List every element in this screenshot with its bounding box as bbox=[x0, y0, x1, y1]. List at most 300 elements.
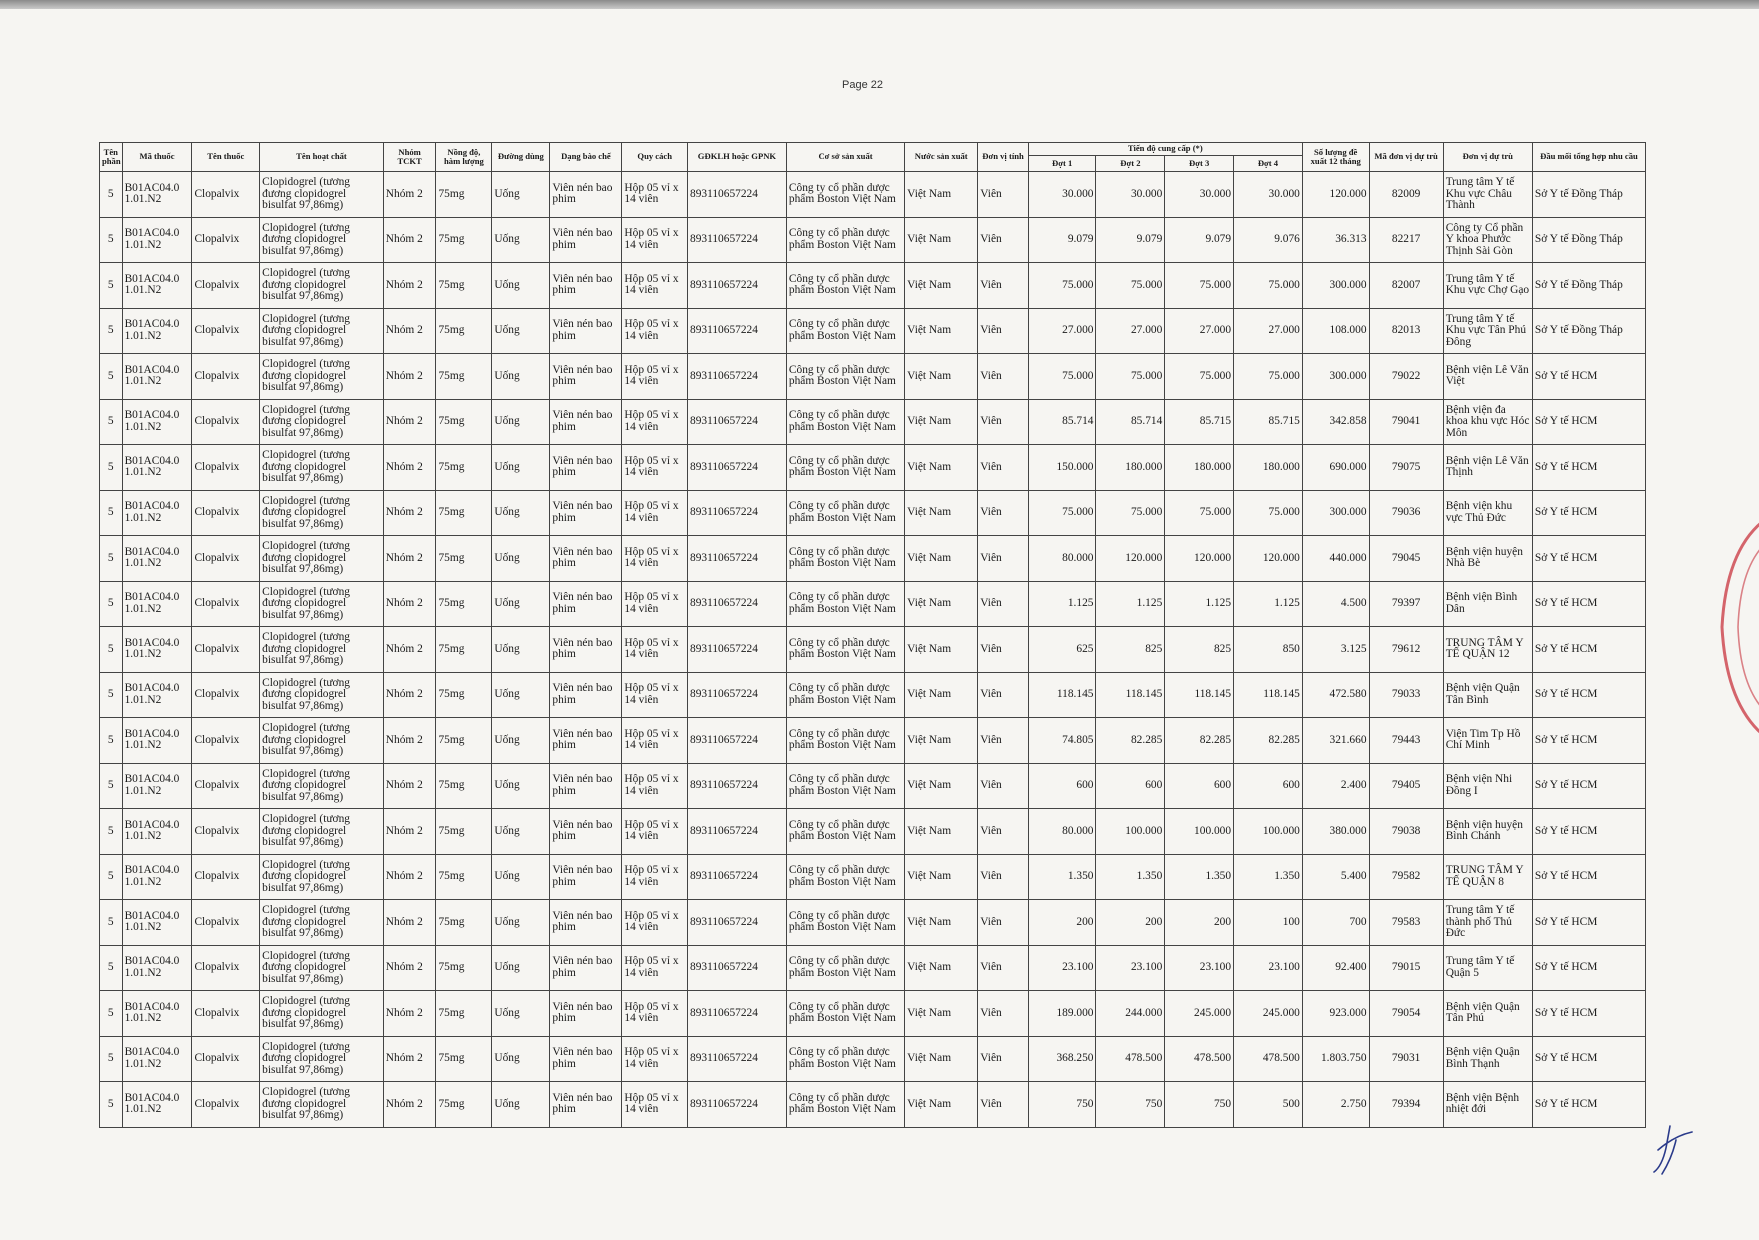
cell-quy-cach: Hộp 05 vỉ x 14 viên bbox=[622, 536, 688, 582]
cell-dot-2: 30.000 bbox=[1096, 172, 1165, 218]
cell-ten-thuoc: Clopalvix bbox=[192, 854, 260, 900]
cell-quy-cach: Hộp 05 vỉ x 14 viên bbox=[622, 900, 688, 946]
cell-quy-cach: Hộp 05 vỉ x 14 viên bbox=[622, 945, 688, 991]
cell-dot-2: 82.285 bbox=[1096, 718, 1165, 764]
cell-phan: 5 bbox=[100, 718, 123, 764]
cell-dot-2: 75.000 bbox=[1096, 490, 1165, 536]
cell-hoat-chat: Clopidogrel (tương đương clopidogrel bisulfat 97,86mg) bbox=[260, 809, 384, 855]
cell-gdk: 893110657224 bbox=[688, 900, 787, 946]
cell-dot-3: 100.000 bbox=[1165, 809, 1234, 855]
cell-co-so: Công ty cổ phần dược phẩm Boston Việt Nam bbox=[786, 900, 904, 946]
cell-don-vi: Viên bbox=[978, 763, 1029, 809]
cell-dang-bao-che: Viên nén bao phim bbox=[550, 308, 622, 354]
header-nhom: Nhóm TCKT bbox=[383, 143, 436, 172]
cell-ten-thuoc: Clopalvix bbox=[192, 217, 260, 263]
cell-nuoc: Việt Nam bbox=[905, 991, 978, 1037]
cell-so-luong: 300.000 bbox=[1302, 354, 1369, 400]
cell-dot-2: 75.000 bbox=[1096, 263, 1165, 309]
cell-dot-4: 118.145 bbox=[1234, 672, 1303, 718]
cell-nuoc: Việt Nam bbox=[905, 809, 978, 855]
cell-phan: 5 bbox=[100, 900, 123, 946]
cell-so-luong: 300.000 bbox=[1302, 490, 1369, 536]
table-row bbox=[100, 581, 1646, 627]
cell-dang-bao-che: Viên nén bao phim bbox=[550, 217, 622, 263]
cell-quy-cach: Hộp 05 vỉ x 14 viên bbox=[622, 399, 688, 445]
cell-nhom: Nhóm 2 bbox=[383, 945, 436, 991]
cell-don-vi: Viên bbox=[978, 263, 1029, 309]
cell-dau-moi: Sở Y tế Đồng Tháp bbox=[1532, 308, 1645, 354]
cell-dau-moi: Sở Y tế HCM bbox=[1532, 672, 1645, 718]
cell-phan: 5 bbox=[100, 172, 123, 218]
cell-nhom: Nhóm 2 bbox=[383, 172, 436, 218]
cell-ma-thuoc: B01AC04.0 1.01.N2 bbox=[122, 172, 192, 218]
cell-don-vi: Viên bbox=[978, 399, 1029, 445]
cell-dang-bao-che: Viên nén bao phim bbox=[550, 945, 622, 991]
cell-dot-1: 200 bbox=[1028, 900, 1096, 946]
cell-dang-bao-che: Viên nén bao phim bbox=[550, 627, 622, 673]
cell-dot-3: 245.000 bbox=[1165, 991, 1234, 1037]
cell-nhom: Nhóm 2 bbox=[383, 1036, 436, 1082]
cell-hoat-chat: Clopidogrel (tương đương clopidogrel bisulfat 97,86mg) bbox=[260, 763, 384, 809]
cell-nong-do: 75mg bbox=[436, 172, 492, 218]
cell-don-vi-du-tru: Công ty Cổ phần Y khoa Phước Thịnh Sài Gòn bbox=[1443, 217, 1532, 263]
cell-ma-thuoc: B01AC04.0 1.01.N2 bbox=[122, 809, 192, 855]
cell-dot-4: 9.076 bbox=[1234, 217, 1303, 263]
cell-don-vi: Viên bbox=[978, 718, 1029, 764]
cell-dot-2: 1.350 bbox=[1096, 854, 1165, 900]
cell-dot-1: 9.079 bbox=[1028, 217, 1096, 263]
cell-don-vi: Viên bbox=[978, 809, 1029, 855]
header-dot-2: Đợt 2 bbox=[1096, 156, 1165, 172]
cell-dang-bao-che: Viên nén bao phim bbox=[550, 490, 622, 536]
cell-gdk: 893110657224 bbox=[688, 1036, 787, 1082]
cell-dot-1: 80.000 bbox=[1028, 536, 1096, 582]
cell-dot-1: 85.714 bbox=[1028, 399, 1096, 445]
table-row bbox=[100, 945, 1646, 991]
cell-duong-dung: Uống bbox=[492, 900, 550, 946]
cell-don-vi-du-tru: Trung tâm Y tế thành phố Thủ Đức bbox=[1443, 900, 1532, 946]
cell-don-vi: Viên bbox=[978, 991, 1029, 1037]
cell-nong-do: 75mg bbox=[436, 763, 492, 809]
cell-dot-3: 85.715 bbox=[1165, 399, 1234, 445]
cell-don-vi-du-tru: Bệnh viện Bệnh nhiệt đới bbox=[1443, 1082, 1532, 1128]
cell-duong-dung: Uống bbox=[492, 854, 550, 900]
table-row bbox=[100, 900, 1646, 946]
table-row bbox=[100, 763, 1646, 809]
cell-nhom: Nhóm 2 bbox=[383, 399, 436, 445]
cell-ma-don-vi: 79015 bbox=[1369, 945, 1443, 991]
cell-duong-dung: Uống bbox=[492, 536, 550, 582]
cell-duong-dung: Uống bbox=[492, 354, 550, 400]
cell-dau-moi: Sở Y tế Đồng Tháp bbox=[1532, 263, 1645, 309]
cell-dot-2: 23.100 bbox=[1096, 945, 1165, 991]
cell-dau-moi: Sở Y tế Đồng Tháp bbox=[1532, 172, 1645, 218]
cell-so-luong: 92.400 bbox=[1302, 945, 1369, 991]
cell-gdk: 893110657224 bbox=[688, 718, 787, 764]
cell-nhom: Nhóm 2 bbox=[383, 809, 436, 855]
cell-ma-thuoc: B01AC04.0 1.01.N2 bbox=[122, 399, 192, 445]
cell-dau-moi: Sở Y tế HCM bbox=[1532, 1082, 1645, 1128]
cell-don-vi: Viên bbox=[978, 217, 1029, 263]
cell-dot-1: 23.100 bbox=[1028, 945, 1096, 991]
cell-ten-thuoc: Clopalvix bbox=[192, 718, 260, 764]
cell-ma-thuoc: B01AC04.0 1.01.N2 bbox=[122, 854, 192, 900]
cell-dot-2: 9.079 bbox=[1096, 217, 1165, 263]
table-row bbox=[100, 1082, 1646, 1128]
cell-ma-thuoc: B01AC04.0 1.01.N2 bbox=[122, 490, 192, 536]
table-row bbox=[100, 1036, 1646, 1082]
cell-ma-don-vi: 79397 bbox=[1369, 581, 1443, 627]
cell-duong-dung: Uống bbox=[492, 991, 550, 1037]
table-row bbox=[100, 445, 1646, 491]
cell-dot-1: 75.000 bbox=[1028, 354, 1096, 400]
cell-nong-do: 75mg bbox=[436, 672, 492, 718]
cell-nuoc: Việt Nam bbox=[905, 399, 978, 445]
cell-nhom: Nhóm 2 bbox=[383, 581, 436, 627]
cell-nuoc: Việt Nam bbox=[905, 308, 978, 354]
cell-don-vi: Viên bbox=[978, 354, 1029, 400]
cell-ma-don-vi: 79022 bbox=[1369, 354, 1443, 400]
cell-don-vi-du-tru: Bệnh viện Nhi Đồng I bbox=[1443, 763, 1532, 809]
cell-dau-moi: Sở Y tế HCM bbox=[1532, 399, 1645, 445]
cell-phan: 5 bbox=[100, 536, 123, 582]
cell-quy-cach: Hộp 05 vỉ x 14 viên bbox=[622, 627, 688, 673]
cell-co-so: Công ty cổ phần dược phẩm Boston Việt Nam bbox=[786, 581, 904, 627]
cell-so-luong: 440.000 bbox=[1302, 536, 1369, 582]
header-ten-thuoc: Tên thuốc bbox=[192, 143, 260, 172]
header-hoat-chat: Tên hoạt chất bbox=[260, 143, 384, 172]
cell-don-vi-du-tru: Bệnh viện Quận Tân Phú bbox=[1443, 991, 1532, 1037]
cell-don-vi: Viên bbox=[978, 672, 1029, 718]
cell-dot-3: 30.000 bbox=[1165, 172, 1234, 218]
cell-dang-bao-che: Viên nén bao phim bbox=[550, 854, 622, 900]
cell-gdk: 893110657224 bbox=[688, 308, 787, 354]
cell-phan: 5 bbox=[100, 672, 123, 718]
table-row bbox=[100, 718, 1646, 764]
cell-quy-cach: Hộp 05 vỉ x 14 viên bbox=[622, 445, 688, 491]
header-dot-4: Đợt 4 bbox=[1234, 156, 1303, 172]
cell-gdk: 893110657224 bbox=[688, 672, 787, 718]
cell-duong-dung: Uống bbox=[492, 763, 550, 809]
cell-ma-don-vi: 79031 bbox=[1369, 1036, 1443, 1082]
table-row bbox=[100, 217, 1646, 263]
cell-ten-thuoc: Clopalvix bbox=[192, 672, 260, 718]
cell-so-luong: 300.000 bbox=[1302, 263, 1369, 309]
cell-phan: 5 bbox=[100, 854, 123, 900]
cell-gdk: 893110657224 bbox=[688, 263, 787, 309]
cell-hoat-chat: Clopidogrel (tương đương clopidogrel bisulfat 97,86mg) bbox=[260, 627, 384, 673]
cell-dang-bao-che: Viên nén bao phim bbox=[550, 536, 622, 582]
cell-dau-moi: Sở Y tế HCM bbox=[1532, 627, 1645, 673]
cell-dau-moi: Sở Y tế HCM bbox=[1532, 718, 1645, 764]
cell-quy-cach: Hộp 05 vỉ x 14 viên bbox=[622, 490, 688, 536]
cell-don-vi-du-tru: TRUNG TÂM Y TẾ QUẬN 12 bbox=[1443, 627, 1532, 673]
cell-dau-moi: Sở Y tế HCM bbox=[1532, 900, 1645, 946]
cell-nuoc: Việt Nam bbox=[905, 354, 978, 400]
cell-dot-4: 500 bbox=[1234, 1082, 1303, 1128]
cell-ten-thuoc: Clopalvix bbox=[192, 399, 260, 445]
cell-ten-thuoc: Clopalvix bbox=[192, 1082, 260, 1128]
cell-dau-moi: Sở Y tế HCM bbox=[1532, 809, 1645, 855]
cell-phan: 5 bbox=[100, 308, 123, 354]
cell-ten-thuoc: Clopalvix bbox=[192, 763, 260, 809]
cell-ma-don-vi: 79033 bbox=[1369, 672, 1443, 718]
cell-nuoc: Việt Nam bbox=[905, 763, 978, 809]
cell-nhom: Nhóm 2 bbox=[383, 627, 436, 673]
cell-so-luong: 2.400 bbox=[1302, 763, 1369, 809]
cell-dot-4: 245.000 bbox=[1234, 991, 1303, 1037]
cell-dang-bao-che: Viên nén bao phim bbox=[550, 809, 622, 855]
cell-phan: 5 bbox=[100, 809, 123, 855]
cell-co-so: Công ty cổ phần dược phẩm Boston Việt Nam bbox=[786, 1036, 904, 1082]
cell-dau-moi: Sở Y tế HCM bbox=[1532, 991, 1645, 1037]
cell-quy-cach: Hộp 05 vỉ x 14 viên bbox=[622, 354, 688, 400]
header-dot-3: Đợt 3 bbox=[1165, 156, 1234, 172]
cell-so-luong: 4.500 bbox=[1302, 581, 1369, 627]
cell-nong-do: 75mg bbox=[436, 900, 492, 946]
cell-dang-bao-che: Viên nén bao phim bbox=[550, 263, 622, 309]
cell-nuoc: Việt Nam bbox=[905, 1082, 978, 1128]
table-row bbox=[100, 308, 1646, 354]
cell-dot-2: 100.000 bbox=[1096, 809, 1165, 855]
cell-dot-2: 200 bbox=[1096, 900, 1165, 946]
cell-hoat-chat: Clopidogrel (tương đương clopidogrel bisulfat 97,86mg) bbox=[260, 718, 384, 764]
cell-nong-do: 75mg bbox=[436, 308, 492, 354]
table-row bbox=[100, 263, 1646, 309]
cell-gdk: 893110657224 bbox=[688, 809, 787, 855]
cell-dot-3: 118.145 bbox=[1165, 672, 1234, 718]
cell-nhom: Nhóm 2 bbox=[383, 354, 436, 400]
cell-dot-1: 27.000 bbox=[1028, 308, 1096, 354]
cell-quy-cach: Hộp 05 vỉ x 14 viên bbox=[622, 763, 688, 809]
cell-so-luong: 36.313 bbox=[1302, 217, 1369, 263]
cell-nuoc: Việt Nam bbox=[905, 581, 978, 627]
cell-so-luong: 108.000 bbox=[1302, 308, 1369, 354]
cell-quy-cach: Hộp 05 vỉ x 14 viên bbox=[622, 809, 688, 855]
header-co-so: Cơ sở sản xuất bbox=[786, 143, 904, 172]
cell-phan: 5 bbox=[100, 490, 123, 536]
cell-don-vi-du-tru: Bệnh viện Quận Tân Bình bbox=[1443, 672, 1532, 718]
cell-gdk: 893110657224 bbox=[688, 991, 787, 1037]
cell-co-so: Công ty cổ phần dược phẩm Boston Việt Nam bbox=[786, 536, 904, 582]
cell-gdk: 893110657224 bbox=[688, 172, 787, 218]
cell-nong-do: 75mg bbox=[436, 263, 492, 309]
header-ten-phan: Tên phần bbox=[100, 143, 123, 172]
cell-nhom: Nhóm 2 bbox=[383, 263, 436, 309]
cell-duong-dung: Uống bbox=[492, 445, 550, 491]
cell-hoat-chat: Clopidogrel (tương đương clopidogrel bisulfat 97,86mg) bbox=[260, 672, 384, 718]
cell-don-vi: Viên bbox=[978, 172, 1029, 218]
cell-nong-do: 75mg bbox=[436, 809, 492, 855]
cell-dot-2: 1.125 bbox=[1096, 581, 1165, 627]
cell-dot-2: 85.714 bbox=[1096, 399, 1165, 445]
cell-ma-thuoc: B01AC04.0 1.01.N2 bbox=[122, 718, 192, 764]
cell-dot-1: 150.000 bbox=[1028, 445, 1096, 491]
drug-demand-table bbox=[99, 142, 1646, 1128]
cell-duong-dung: Uống bbox=[492, 718, 550, 764]
cell-ma-don-vi: 82007 bbox=[1369, 263, 1443, 309]
cell-don-vi: Viên bbox=[978, 536, 1029, 582]
cell-ma-thuoc: B01AC04.0 1.01.N2 bbox=[122, 900, 192, 946]
header-nong-do: Nồng độ, hàm lượng bbox=[436, 143, 492, 172]
cell-hoat-chat: Clopidogrel (tương đương clopidogrel bisulfat 97,86mg) bbox=[260, 991, 384, 1037]
cell-hoat-chat: Clopidogrel (tương đương clopidogrel bisulfat 97,86mg) bbox=[260, 490, 384, 536]
cell-ma-don-vi: 82013 bbox=[1369, 308, 1443, 354]
cell-gdk: 893110657224 bbox=[688, 536, 787, 582]
cell-gdk: 893110657224 bbox=[688, 854, 787, 900]
header-ma-don-vi: Mã đơn vị dự trù bbox=[1369, 143, 1443, 172]
cell-dot-1: 368.250 bbox=[1028, 1036, 1096, 1082]
cell-phan: 5 bbox=[100, 627, 123, 673]
header-dang-bao-che: Dạng bào chế bbox=[550, 143, 622, 172]
cell-nong-do: 75mg bbox=[436, 581, 492, 627]
cell-dot-2: 600 bbox=[1096, 763, 1165, 809]
cell-nuoc: Việt Nam bbox=[905, 672, 978, 718]
cell-phan: 5 bbox=[100, 1082, 123, 1128]
cell-duong-dung: Uống bbox=[492, 627, 550, 673]
cell-dau-moi: Sở Y tế HCM bbox=[1532, 445, 1645, 491]
cell-ma-thuoc: B01AC04.0 1.01.N2 bbox=[122, 217, 192, 263]
cell-ma-don-vi: 79612 bbox=[1369, 627, 1443, 673]
cell-ma-thuoc: B01AC04.0 1.01.N2 bbox=[122, 763, 192, 809]
cell-gdk: 893110657224 bbox=[688, 217, 787, 263]
cell-don-vi: Viên bbox=[978, 445, 1029, 491]
cell-hoat-chat: Clopidogrel (tương đương clopidogrel bisulfat 97,86mg) bbox=[260, 263, 384, 309]
cell-hoat-chat: Clopidogrel (tương đương clopidogrel bisulfat 97,86mg) bbox=[260, 945, 384, 991]
cell-dau-moi: Sở Y tế HCM bbox=[1532, 490, 1645, 536]
cell-ten-thuoc: Clopalvix bbox=[192, 900, 260, 946]
cell-phan: 5 bbox=[100, 945, 123, 991]
cell-gdk: 893110657224 bbox=[688, 354, 787, 400]
cell-dot-3: 9.079 bbox=[1165, 217, 1234, 263]
cell-dot-1: 118.145 bbox=[1028, 672, 1096, 718]
cell-quy-cach: Hộp 05 vỉ x 14 viên bbox=[622, 1082, 688, 1128]
cell-so-luong: 5.400 bbox=[1302, 854, 1369, 900]
cell-ten-thuoc: Clopalvix bbox=[192, 627, 260, 673]
cell-ten-thuoc: Clopalvix bbox=[192, 445, 260, 491]
cell-don-vi-du-tru: Trung tâm Y tế Khu vực Chợ Gạo bbox=[1443, 263, 1532, 309]
cell-dot-4: 100.000 bbox=[1234, 809, 1303, 855]
cell-dot-1: 750 bbox=[1028, 1082, 1096, 1128]
cell-dot-4: 75.000 bbox=[1234, 490, 1303, 536]
cell-ten-thuoc: Clopalvix bbox=[192, 1036, 260, 1082]
cell-dot-3: 600 bbox=[1165, 763, 1234, 809]
cell-dot-4: 1.125 bbox=[1234, 581, 1303, 627]
cell-nong-do: 75mg bbox=[436, 217, 492, 263]
cell-ma-thuoc: B01AC04.0 1.01.N2 bbox=[122, 308, 192, 354]
cell-co-so: Công ty cổ phần dược phẩm Boston Việt Nam bbox=[786, 945, 904, 991]
cell-duong-dung: Uống bbox=[492, 172, 550, 218]
cell-dot-4: 100 bbox=[1234, 900, 1303, 946]
cell-nuoc: Việt Nam bbox=[905, 854, 978, 900]
cell-nong-do: 75mg bbox=[436, 445, 492, 491]
header-don-vi-du-tru: Đơn vị dự trù bbox=[1443, 143, 1532, 172]
cell-phan: 5 bbox=[100, 581, 123, 627]
cell-dot-2: 478.500 bbox=[1096, 1036, 1165, 1082]
cell-dot-4: 27.000 bbox=[1234, 308, 1303, 354]
cell-quy-cach: Hộp 05 vỉ x 14 viên bbox=[622, 718, 688, 764]
cell-quy-cach: Hộp 05 vỉ x 14 viên bbox=[622, 263, 688, 309]
cell-hoat-chat: Clopidogrel (tương đương clopidogrel bisulfat 97,86mg) bbox=[260, 581, 384, 627]
cell-dot-3: 75.000 bbox=[1165, 263, 1234, 309]
cell-hoat-chat: Clopidogrel (tương đương clopidogrel bisulfat 97,86mg) bbox=[260, 172, 384, 218]
cell-dot-4: 120.000 bbox=[1234, 536, 1303, 582]
cell-dot-4: 478.500 bbox=[1234, 1036, 1303, 1082]
cell-dang-bao-che: Viên nén bao phim bbox=[550, 399, 622, 445]
cell-dot-2: 118.145 bbox=[1096, 672, 1165, 718]
cell-dot-4: 85.715 bbox=[1234, 399, 1303, 445]
table-body bbox=[100, 172, 1646, 1128]
cell-ma-don-vi: 79394 bbox=[1369, 1082, 1443, 1128]
cell-ma-don-vi: 79036 bbox=[1369, 490, 1443, 536]
cell-co-so: Công ty cổ phần dược phẩm Boston Việt Nam bbox=[786, 263, 904, 309]
cell-co-so: Công ty cổ phần dược phẩm Boston Việt Nam bbox=[786, 763, 904, 809]
cell-dang-bao-che: Viên nén bao phim bbox=[550, 1082, 622, 1128]
cell-hoat-chat: Clopidogrel (tương đương clopidogrel bisulfat 97,86mg) bbox=[260, 217, 384, 263]
cell-dang-bao-che: Viên nén bao phim bbox=[550, 354, 622, 400]
cell-nuoc: Việt Nam bbox=[905, 1036, 978, 1082]
signature bbox=[1648, 1118, 1698, 1178]
cell-co-so: Công ty cổ phần dược phẩm Boston Việt Nam bbox=[786, 354, 904, 400]
cell-so-luong: 923.000 bbox=[1302, 991, 1369, 1037]
cell-ten-thuoc: Clopalvix bbox=[192, 490, 260, 536]
cell-quy-cach: Hộp 05 vỉ x 14 viên bbox=[622, 854, 688, 900]
cell-don-vi-du-tru: Bệnh viện Bình Dân bbox=[1443, 581, 1532, 627]
cell-dot-4: 82.285 bbox=[1234, 718, 1303, 764]
cell-duong-dung: Uống bbox=[492, 1082, 550, 1128]
cell-dot-2: 180.000 bbox=[1096, 445, 1165, 491]
cell-dot-4: 180.000 bbox=[1234, 445, 1303, 491]
cell-hoat-chat: Clopidogrel (tương đương clopidogrel bisulfat 97,86mg) bbox=[260, 900, 384, 946]
cell-dot-3: 1.350 bbox=[1165, 854, 1234, 900]
cell-dot-4: 600 bbox=[1234, 763, 1303, 809]
cell-dang-bao-che: Viên nén bao phim bbox=[550, 763, 622, 809]
cell-don-vi: Viên bbox=[978, 490, 1029, 536]
cell-nhom: Nhóm 2 bbox=[383, 900, 436, 946]
cell-nhom: Nhóm 2 bbox=[383, 854, 436, 900]
cell-dot-3: 478.500 bbox=[1165, 1036, 1234, 1082]
cell-nong-do: 75mg bbox=[436, 399, 492, 445]
cell-nuoc: Việt Nam bbox=[905, 627, 978, 673]
cell-dot-4: 1.350 bbox=[1234, 854, 1303, 900]
cell-dot-1: 189.000 bbox=[1028, 991, 1096, 1037]
cell-gdk: 893110657224 bbox=[688, 945, 787, 991]
table-row bbox=[100, 627, 1646, 673]
cell-ten-thuoc: Clopalvix bbox=[192, 991, 260, 1037]
cell-ma-thuoc: B01AC04.0 1.01.N2 bbox=[122, 672, 192, 718]
cell-don-vi-du-tru: Trung tâm Y tế Quận 5 bbox=[1443, 945, 1532, 991]
cell-quy-cach: Hộp 05 vỉ x 14 viên bbox=[622, 308, 688, 354]
table-row bbox=[100, 536, 1646, 582]
cell-ma-don-vi: 79583 bbox=[1369, 900, 1443, 946]
cell-phan: 5 bbox=[100, 1036, 123, 1082]
cell-phan: 5 bbox=[100, 445, 123, 491]
table-row bbox=[100, 399, 1646, 445]
page-label: Page 22 bbox=[842, 79, 883, 91]
cell-dot-2: 244.000 bbox=[1096, 991, 1165, 1037]
cell-so-luong: 321.660 bbox=[1302, 718, 1369, 764]
cell-nhom: Nhóm 2 bbox=[383, 672, 436, 718]
cell-don-vi-du-tru: TRUNG TÂM Y TẾ QUẬN 8 bbox=[1443, 854, 1532, 900]
cell-ma-don-vi: 79045 bbox=[1369, 536, 1443, 582]
cell-ma-don-vi: 79443 bbox=[1369, 718, 1443, 764]
cell-quy-cach: Hộp 05 vỉ x 14 viên bbox=[622, 991, 688, 1037]
cell-so-luong: 1.803.750 bbox=[1302, 1036, 1369, 1082]
cell-dot-3: 825 bbox=[1165, 627, 1234, 673]
cell-nhom: Nhóm 2 bbox=[383, 536, 436, 582]
table-row bbox=[100, 809, 1646, 855]
table-row bbox=[100, 490, 1646, 536]
